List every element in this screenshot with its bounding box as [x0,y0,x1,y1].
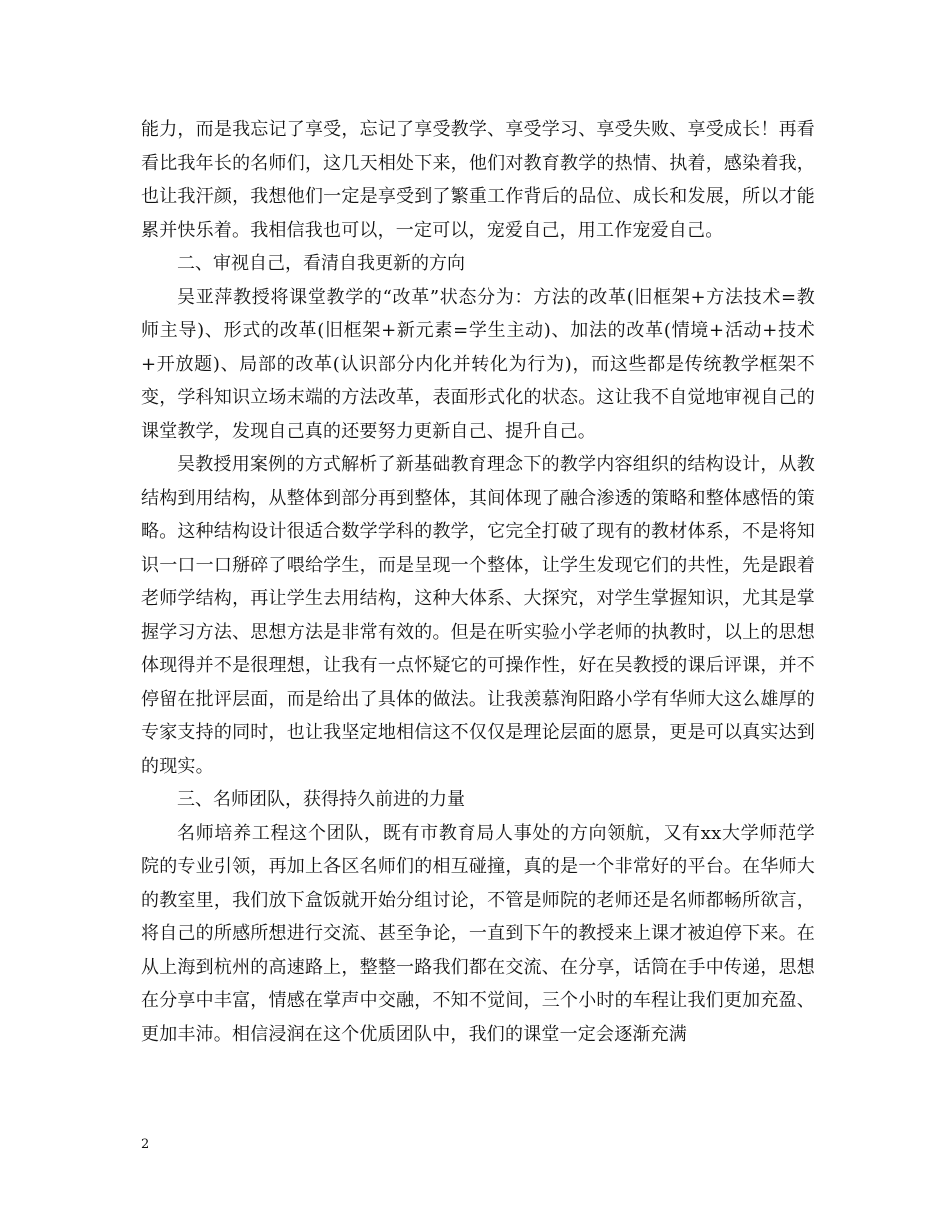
section-heading-3: 三、名师团队，获得持久前进的力量 [177,789,465,810]
document-body [141,113,815,1051]
paragraph-continued: 能力，而是我忘记了享受，忘记了享受教学、享受学习、享受失败、享受成长！再看看比我年长的名师们，这几天相处下来，他们对教育教学的热情、执着，感染着我，也让我汗颜，我想他们一定是享受到了繁重工作背后的品位、成长和发展，所以才能累并快乐着。我相信我也可以，一定可以，宠爱自己，用工作宠爱自己。 [141,119,815,241]
paragraph-structure-design: 吴教授用案例的方式解析了新基础教育理念下的教学内容组织的结构设计，从教结构到用结构，从整体到部分再到整体，其间体现了融合渗透的策略和整体感悟的策略。这种结构设计很适合数学学科的教学，它完全打破了现有的教材体系，不是将知识一口一口掰碎了喂给学生，而是呈现一个整体，让学生发现它们的共性，先是跟着老师学结构，再让学生去用结构，这种大体系、大探究，对学生掌握知识，尤其是掌握学习方法、思想方法是非常有效的。但是在听实验小学老师的执教时，以上的思想体现得并不是很理想，让我有一点怀疑它的可操作性，好在吴教授的课后评课，并不停留在批评层面，而是给出了具体的做法。让我羡慕洵阳路小学有华师大这么雄厚的专家支持的同时，也让我坚定地相信这不仅仅是理论层面的愿景，更是可以真实达到的现实。 [141,454,815,777]
section-heading-2: 二、审视自己，看清自我更新的方向 [177,253,465,274]
paragraph-reform-states: 吴亚萍教授将课堂教学的“改革”状态分为：方法的改革(旧框架+方法技术=教师主导)、形式的改革(旧框架+新元素=学生主动)、加法的改革(情境+活动+技术+开放题)、局部的改革(认识部分内化并转化为行为)，而这些都是传统教学框架不变，学科知识立场末端的方法改革，表面形式化的状态。这让我不自觉地审视自己的课堂教学，发现自己真的还要努力更新自己、提升自己。 [141,286,815,442]
page-number: 2 [141,1137,150,1152]
paragraph-teacher-team: 名师培养工程这个团队，既有市教育局人事处的方向领航，又有xx大学师范学院的专业引领，再加上各区名师们的相互碰撞，真的是一个非常好的平台。在华师大的教室里，我们放下盒饭就开始分组讨论，不管是师院的老师还是名师都畅所欲言，将自己的所感所想进行交流、甚至争论，一直到下午的教授来上课才被迫停下来。在从上海到杭州的高速路上，整整一路我们都在交流、在分享，话筒在手中传递，思想在分享中丰富，情感在掌声中交融，不知不觉间，三个小时的车程让我们更加充盈、更加丰沛。相信浸润在这个优质团队中，我们的课堂一定会逐渐充满 [141,822,815,1045]
